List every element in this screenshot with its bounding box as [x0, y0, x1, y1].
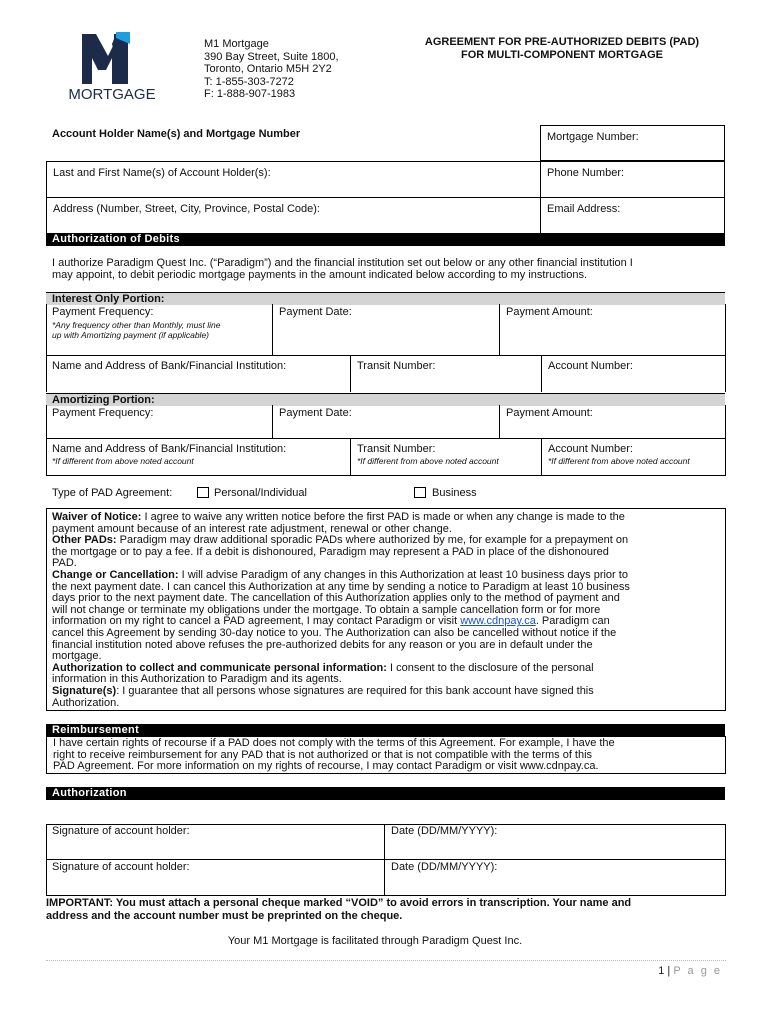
divider	[384, 824, 385, 896]
interest-transit-label: Transit Number:	[357, 360, 436, 372]
interest-frequency-note-1: *Any frequency other than Monthly, must line	[52, 319, 221, 330]
interest-payment-date-label: Payment Date:	[279, 306, 352, 318]
important-notice	[46, 897, 736, 923]
interest-account-label: Account Number:	[548, 360, 633, 372]
reimbursement-line-2: right to receive reimbursement for any PAD that is not authorized or that is not compatible with the terms of this	[53, 748, 593, 761]
account-holder-names-label: Last and First Name(s) of Account Holder(s):	[53, 167, 271, 179]
title-line-1: AGREEMENT FOR PRE-AUTHORIZED DEBITS (PAD)	[424, 36, 700, 48]
amortizing-transit-note: *If different from above noted account	[357, 455, 499, 466]
company-phone: T: 1-855-303-7272	[204, 75, 294, 88]
amortizing-account-field[interactable]	[548, 443, 690, 466]
reimbursement-line-3: PAD Agreement. For more information on my rights of recourse, I may contact Paradigm or visit www.cdnpay.ca.	[53, 760, 599, 773]
company-street: 390 Bay Street, Suite 1800,	[204, 50, 339, 63]
signature-1-label: Signature of account holder:	[52, 825, 190, 837]
divider	[272, 304, 273, 356]
amortizing-bank-label: Name and Address of Bank/Financial Institution:	[52, 443, 287, 455]
email-field[interactable]	[540, 197, 725, 234]
amortizing-payment-date-field[interactable]	[279, 407, 352, 420]
facilitated-note: Your M1 Mortgage is facilitated through Paradigm Quest Inc.	[227, 935, 523, 947]
change-line-3: days prior to the next payment date. The cancellation of this Authorization applies only to the method of payment and	[52, 592, 620, 605]
term-line	[52, 686, 722, 698]
company-city: Toronto, Ontario M5H 2Y2	[204, 63, 332, 75]
interest-payment-amount-field[interactable]	[506, 306, 593, 319]
amortizing-account-label: Account Number:	[548, 443, 633, 455]
important-line-1: IMPORTANT: You must attach a personal cheque marked “VOID” to avoid errors in transcription. Your name and	[46, 897, 632, 909]
business-option-label: Business	[432, 487, 477, 499]
phone-number-field[interactable]	[540, 161, 725, 198]
account-section-heading: Account Holder Name(s) and Mortgage Number	[52, 128, 301, 140]
waiver-line-2: payment amount because of an interest rate adjustment, renewal or other change.	[52, 522, 452, 535]
important-line-2: address and the account number must be preprinted on the cheque.	[46, 910, 403, 922]
mortgage-number-label: Mortgage Number:	[547, 131, 639, 143]
other-line-1: Paradigm may draw additional sporadic PADs where authorized by me, for example for a prepayment on	[116, 534, 629, 547]
amortizing-payment-amount-label: Payment Amount:	[506, 407, 593, 419]
pad-type-row	[52, 487, 172, 500]
amortizing-frequency-field[interactable]	[52, 407, 154, 420]
divider	[350, 355, 351, 392]
date-1-field[interactable]	[391, 825, 721, 859]
date-2-field[interactable]	[391, 861, 721, 895]
change-line-6: cancel this Agreement by sending 30-day notice to you. The Authorization can also be cancelled without notice if the	[52, 626, 617, 639]
signature-line-1: : I guarantee that all persons whose signatures are required for this bank account have signed this	[116, 684, 594, 697]
reimbursement-text	[53, 738, 721, 773]
company-info	[204, 38, 339, 101]
divider	[499, 304, 500, 356]
date-2-label: Date (DD/MM/YYYY):	[391, 861, 498, 873]
terms-text	[52, 512, 722, 709]
amortizing-payment-amount-field[interactable]	[506, 407, 593, 420]
amortizing-transit-field[interactable]	[357, 443, 499, 466]
authorization-of-debits-bar: Authorization of Debits	[46, 233, 725, 246]
divider	[499, 405, 500, 439]
signature-label: Signature(s)	[52, 684, 117, 697]
interest-account-field[interactable]	[548, 360, 633, 373]
business-checkbox[interactable]	[414, 487, 426, 498]
term-line	[52, 570, 722, 582]
signature-2-label: Signature of account holder:	[52, 861, 190, 873]
interest-bank-label: Name and Address of Bank/Financial Institution:	[52, 360, 287, 372]
change-line-5b: . Paradigm can	[535, 615, 610, 628]
phone-number-label: Phone Number:	[547, 167, 625, 179]
amortizing-payment-date-label: Payment Date:	[279, 407, 352, 419]
change-line-7: financial institution noted above refuses the pre-authorized debits for any reason or you are in default under the	[52, 638, 593, 651]
cdnpay-link[interactable]: www.cdnpay.ca	[460, 615, 536, 628]
title-line-2: FOR MULTI-COMPONENT MORTGAGE	[460, 48, 664, 61]
other-line-3: PAD.	[52, 557, 77, 570]
auth-debits-line-1: I authorize Paradigm Quest Inc. (“Paradigm”) and the financial institution set out below or any other financial institution I	[52, 257, 633, 269]
personal-option-label: Personal/Individual	[214, 487, 307, 499]
company-name: M1 Mortgage	[204, 38, 269, 50]
change-line-8: mortgage.	[52, 650, 102, 663]
change-line-1: I will advise Paradigm of any changes in this Authorization at least 10 business days prior to	[178, 568, 628, 581]
mortgage-number-field[interactable]	[540, 125, 725, 161]
address-label: Address (Number, Street, City, Province, Postal Code):	[53, 203, 320, 215]
waiver-label: Waiver of Notice:	[52, 511, 142, 523]
address-field[interactable]	[46, 197, 541, 234]
auth-debits-line-2: may appoint, to debit periodic mortgage payments in the amount indicated below according to my instructions.	[52, 268, 588, 281]
pad-type-label: Type of PAD Agreement:	[52, 487, 173, 499]
change-line-2: the next payment date. I can cancel this Authorization at any time by sending a notice to Paradigm at least 10 business	[52, 580, 630, 593]
change-line-5a: information on my right to cancel a PAD agreement, I may contact Paradigm or visit	[52, 615, 461, 628]
reimbursement-line-1: I have certain rights of recourse if a PAD does not comply with the terms of this Agreement. For example, I have the	[53, 737, 615, 749]
interest-frequency-label: Payment Frequency:	[52, 306, 154, 318]
other-pads-label: Other PADs:	[52, 534, 117, 547]
interest-bank-field[interactable]	[52, 360, 286, 373]
interest-only-heading: Interest Only Portion:	[46, 292, 725, 305]
amortizing-transit-label: Transit Number:	[357, 443, 436, 455]
collect-label: Authorization to collect and communicate personal information:	[52, 661, 387, 674]
collect-line-1: I consent to the disclosure of the personal	[386, 661, 594, 674]
interest-payment-amount-label: Payment Amount:	[506, 306, 593, 318]
page-number-value: 1	[658, 965, 665, 977]
m1-logo-icon	[56, 30, 168, 102]
other-line-2: the mortgage or to pay a fee. If a debit is dishonoured, Paradigm may represent a PAD in place of the dishonoured	[52, 545, 609, 558]
authorization-of-debits-text	[52, 258, 732, 281]
page-number	[658, 965, 722, 978]
reimbursement-bar: Reimbursement	[46, 724, 725, 737]
document-title	[372, 36, 752, 61]
collect-line-2: information in this Authorization to Paradigm and its agents.	[52, 673, 342, 686]
divider	[350, 438, 351, 476]
signature-2-field[interactable]	[52, 861, 378, 895]
change-line-4: will not change or terminate my obligations under the mortgage. To obtain a sample cancellation form or for more	[52, 603, 601, 616]
divider	[541, 438, 542, 476]
amortizing-bank-field[interactable]	[52, 443, 286, 466]
divider	[541, 355, 542, 392]
change-label: Change or Cancellation:	[52, 568, 179, 581]
personal-checkbox[interactable]	[197, 487, 209, 498]
signature-line-2: Authorization.	[52, 696, 120, 709]
term-line	[52, 512, 722, 524]
amortizing-account-note: *If different from above noted account	[548, 455, 690, 466]
date-1-label: Date (DD/MM/YYYY):	[391, 825, 498, 837]
signature-1-field[interactable]	[52, 825, 378, 859]
amortizing-bank-note: *If different from above noted account	[52, 455, 194, 466]
page-separator: |	[664, 965, 674, 977]
amortizing-heading: Amortizing Portion:	[46, 393, 725, 406]
interest-frequency-field[interactable]	[52, 306, 267, 340]
logo-wordmark: MORTGAGE	[68, 86, 156, 102]
interest-payment-date-field[interactable]	[279, 306, 352, 319]
divider	[46, 859, 726, 860]
amortizing-frequency-label: Payment Frequency:	[52, 407, 154, 419]
footer-rule	[46, 960, 726, 961]
divider	[272, 405, 273, 439]
company-fax: F: 1-888-907-1983	[204, 88, 296, 100]
waiver-line-1: I agree to waive any written notice before the first PAD is made or when any change is made to the	[141, 511, 625, 523]
email-label: Email Address:	[547, 203, 621, 215]
interest-frequency-note-2: up with Amortizing payment (if applicable)	[52, 329, 210, 340]
account-holder-names-field[interactable]	[46, 161, 541, 198]
page-label: P a g e	[673, 965, 722, 977]
interest-transit-field[interactable]	[357, 360, 435, 373]
m1-mortgage-logo	[56, 30, 168, 102]
authorization-bar: Authorization	[46, 787, 725, 800]
